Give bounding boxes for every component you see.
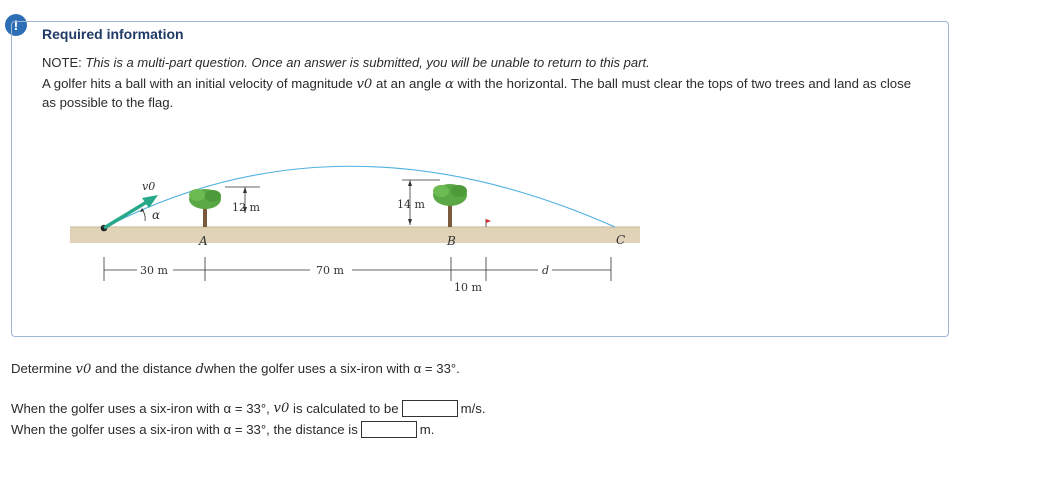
tree-b-height-label: 14 m xyxy=(397,198,425,211)
question-v0-row: When the golfer uses a six-iron with α = 33°, v0 is calculated to be m/s. xyxy=(11,401,486,416)
required-information-title: Required information xyxy=(42,26,184,42)
alpha-label: α xyxy=(152,208,161,222)
determine-instruction: Determine v0 and the distance dwhen the golfer uses a six-iron with α = 33°. xyxy=(11,361,460,377)
problem-statement: A golfer hits a ball with an initial velocity of magnitude v0 at an angle α with the horizontal. The ball must clear the tops of two trees and land as close as possible to the flag. xyxy=(42,76,912,110)
golf-trajectory-figure xyxy=(60,165,650,300)
v0-label: v0 xyxy=(142,180,156,193)
ball-trajectory xyxy=(104,166,615,228)
dist-10-label: 10 m xyxy=(454,281,482,294)
tree-a xyxy=(189,189,221,227)
dist-30-label: 30 m xyxy=(140,264,168,277)
note-body: This is a multi-part question. Once an answer is submitted, you will be unable to return to this part. xyxy=(85,55,650,70)
point-a-label: A xyxy=(199,234,208,248)
tree-a-height-label: 12 m xyxy=(232,201,260,214)
note-text: NOTE: This is a multi-part question. Once an answer is submitted, you will be unable to return to this part. xyxy=(42,55,650,70)
alert-icon: ! xyxy=(5,14,27,36)
tree-b xyxy=(433,184,467,227)
point-b-label: B xyxy=(447,234,456,248)
flag-icon xyxy=(486,219,491,227)
dist-d-label: d xyxy=(542,264,550,277)
distance-answer-input[interactable] xyxy=(361,421,417,438)
question-distance-row: When the golfer uses a six-iron with α = 33°, the distance is m. xyxy=(11,422,435,437)
dist-70-label: 70 m xyxy=(316,264,344,277)
v0-answer-input[interactable] xyxy=(402,400,458,417)
ground xyxy=(70,227,640,243)
point-c-label: C xyxy=(616,233,626,247)
